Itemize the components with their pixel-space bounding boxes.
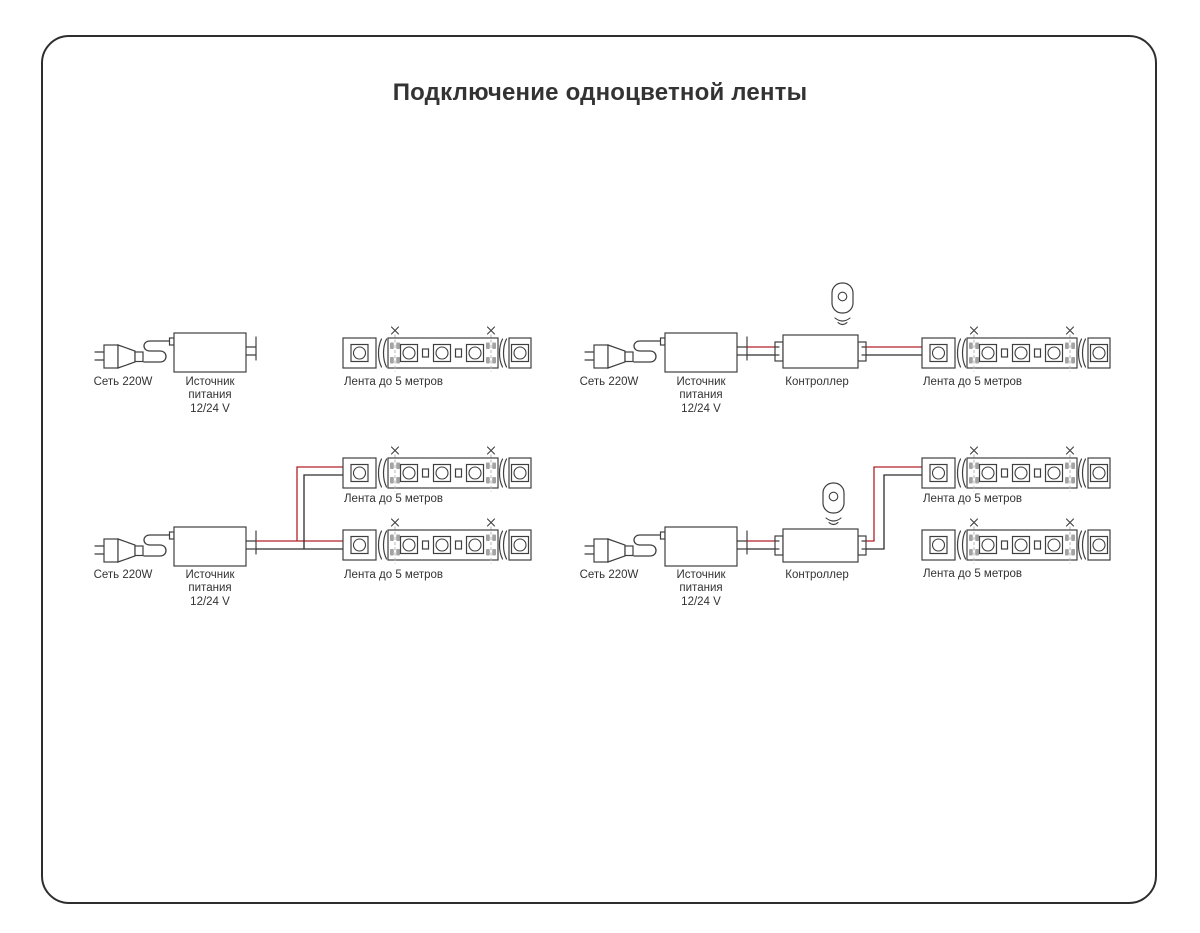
power-cord — [144, 341, 170, 362]
power-supply-box — [170, 333, 257, 372]
led-strip-icon — [922, 447, 1110, 492]
strip-label: Лента до 5 метров — [344, 376, 444, 388]
negative-wire-branch — [304, 475, 343, 549]
strip-label: Лента до 5 метров — [344, 569, 444, 581]
mains-label: Сеть 220W — [93, 569, 153, 581]
psu-label-line2: питания — [188, 582, 232, 594]
diagram-psu-controller-single-strip — [580, 283, 1110, 415]
power-plug-icon — [95, 345, 143, 368]
led-strip-icon — [343, 447, 531, 492]
positive-wire — [866, 467, 922, 541]
mains-label: Сеть 220W — [93, 376, 153, 388]
mains-label: Сеть 220W — [579, 376, 639, 388]
strip-label: Лента до 5 метров — [923, 493, 1023, 505]
psu-label-line2: питания — [679, 582, 723, 594]
psu-voltage-label: 12/24 V — [190, 403, 230, 415]
strip-label: Лента до 5 метров — [923, 376, 1023, 388]
led-strip-icon — [922, 519, 1110, 564]
page-title: Подключение одноцветной ленты — [392, 79, 808, 106]
strip-label: Лента до 5 метров — [344, 493, 444, 505]
psu-label-line1: Источник — [185, 569, 235, 581]
power-plug-icon — [95, 539, 143, 562]
psu-voltage-label: 12/24 V — [190, 596, 230, 608]
mains-label: Сеть 220W — [579, 569, 639, 581]
power-cord — [144, 535, 170, 556]
controller-box — [775, 529, 866, 562]
remote-control-icon — [823, 483, 844, 525]
psu-label-line1: Источник — [676, 376, 726, 388]
psu-voltage-label: 12/24 V — [681, 403, 721, 415]
power-supply-box — [661, 527, 748, 566]
controller-box — [775, 335, 866, 368]
psu-label-line2: питания — [188, 389, 232, 401]
diagram-psu-two-strips — [94, 447, 531, 608]
diagram-psu-controller-two-strips — [580, 447, 1110, 608]
power-supply-box — [170, 527, 257, 566]
power-plug-icon — [585, 345, 633, 368]
led-strip-icon — [343, 327, 531, 372]
controller-label: Контроллер — [785, 569, 849, 581]
psu-label-line1: Источник — [185, 376, 235, 388]
controller-label: Контроллер — [785, 376, 849, 388]
power-cord — [634, 341, 660, 362]
psu-voltage-label: 12/24 V — [681, 596, 721, 608]
power-cord — [634, 535, 660, 556]
diagram-psu-single-strip — [94, 327, 531, 415]
remote-control-icon — [832, 283, 853, 325]
psu-label-line2: питания — [679, 389, 723, 401]
strip-label: Лента до 5 метров — [923, 568, 1023, 580]
led-strip-icon — [343, 519, 531, 564]
psu-label-line1: Источник — [676, 569, 726, 581]
led-strip-icon — [922, 327, 1110, 372]
power-supply-box — [661, 333, 748, 372]
power-plug-icon — [585, 539, 633, 562]
